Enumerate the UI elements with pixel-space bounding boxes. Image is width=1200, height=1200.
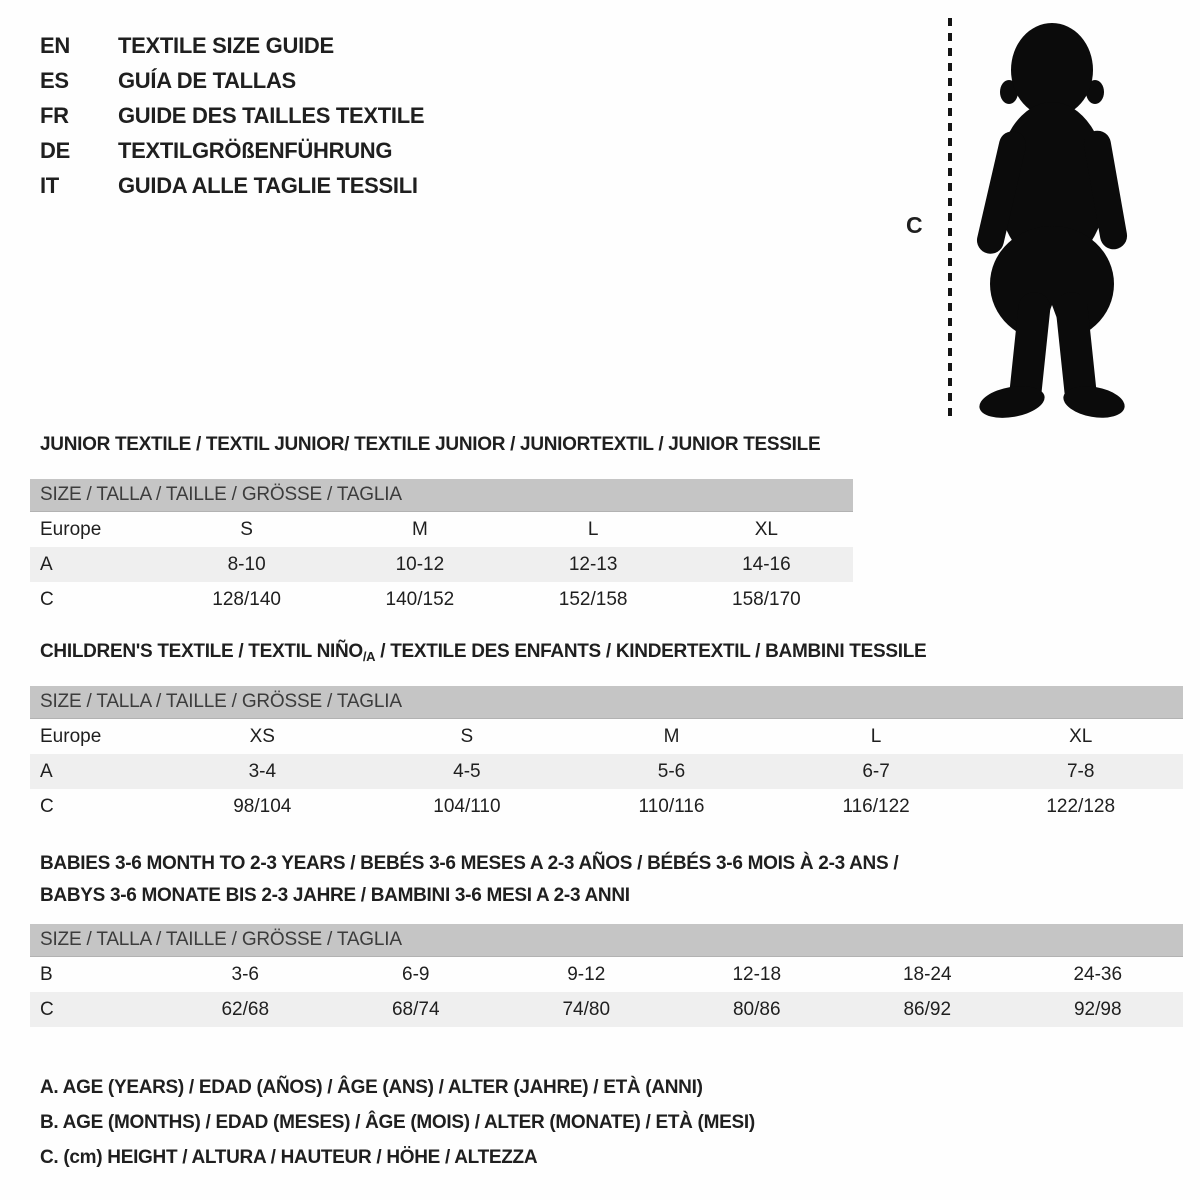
- table-row-a: [30, 754, 1183, 789]
- babies-size-table: [30, 924, 1183, 1027]
- row-label: A: [40, 553, 53, 575]
- cell-value: 4-5: [453, 760, 481, 782]
- language-title-block: [40, 28, 424, 203]
- cell-value: XS: [249, 725, 275, 747]
- language-row-de: [40, 133, 424, 168]
- language-row-en: [40, 28, 424, 63]
- babies-title-line1: BABIES 3-6 MONTH TO 2-3 YEARS / BEBÉS 3-6 MESES A 2-3 AÑOS / BÉBÉS 3-6 MOIS À 2-3 ANS /: [40, 853, 899, 874]
- table-row-europe: [30, 719, 1183, 754]
- cell-value: 9-12: [567, 963, 606, 985]
- cell-value: 98/104: [233, 795, 292, 817]
- language-row-it: [40, 168, 424, 203]
- cell-value: 62/68: [221, 998, 270, 1020]
- table-row-c: [30, 789, 1183, 824]
- cell-value: 3-6: [231, 963, 259, 985]
- row-label: C: [40, 998, 54, 1020]
- cell-value: 3-4: [248, 760, 277, 782]
- guide-title-it: GUIDA ALLE TAGLIE TESSILI: [118, 172, 418, 198]
- language-code: DE: [40, 137, 70, 163]
- junior-size-table: [30, 479, 853, 617]
- babies-title-line2: BABYS 3-6 MONATE BIS 2-3 JAHRE / BAMBINI 3-6 MESI A 2-3 ANNI: [40, 885, 630, 906]
- table-row-a: [30, 547, 853, 582]
- cell-value: M: [663, 725, 680, 747]
- size-header-band: SIZE / TALLA / TAILLE / GRÖSSE / TAGLIA: [30, 479, 853, 512]
- legend-height-cm: C. (cm) HEIGHT / ALTURA / HAUTEUR / HÖHE / ALTEZZA: [40, 1146, 538, 1168]
- size-header-band: SIZE / TALLA / TAILLE / GRÖSSE / TAGLIA: [30, 924, 1183, 957]
- height-measure-label: C: [906, 212, 923, 238]
- cell-value: S: [240, 518, 253, 540]
- cell-value: 158/170: [732, 588, 801, 610]
- table-row-c: [30, 582, 853, 617]
- cell-value: 14-16: [742, 553, 791, 575]
- toddler-silhouette-icon: [962, 12, 1142, 420]
- language-code: ES: [40, 67, 69, 93]
- cell-value: 68/74: [391, 998, 440, 1020]
- cell-value: 92/98: [1073, 998, 1122, 1020]
- children-size-table: [30, 686, 1183, 824]
- measurement-legend: [40, 1070, 755, 1175]
- cell-value: 10-12: [395, 553, 445, 575]
- row-label: Europe: [40, 725, 102, 747]
- cell-value: M: [411, 518, 428, 540]
- legend-age-years: A. AGE (YEARS) / EDAD (AÑOS) / ÂGE (ANS) / ALTER (JAHRE) / ETÀ (ANNI): [40, 1076, 703, 1098]
- cell-value: L: [587, 518, 599, 540]
- cell-value: 152/158: [558, 588, 628, 610]
- cell-value: 74/80: [562, 998, 611, 1020]
- cell-value: 7-8: [1066, 760, 1095, 782]
- cell-value: 6-9: [402, 963, 430, 985]
- cell-value: S: [460, 725, 474, 747]
- cell-value: 18-24: [902, 963, 952, 985]
- guide-title-fr: GUIDE DES TAILLES TEXTILE: [118, 102, 425, 128]
- cell-value: L: [870, 725, 882, 747]
- language-row-es: [40, 63, 424, 98]
- babies-section-title: [40, 848, 898, 912]
- cell-value: 140/152: [385, 588, 455, 610]
- guide-title-es: GUÍA DE TALLAS: [118, 67, 296, 93]
- children-section-title: CHILDREN'S TEXTILE / TEXTIL $NIÑO_{/A}$ / TEXTILE DES ENFANTS / KINDERTEXTIL / BAMBINI TESSILE: [40, 641, 927, 664]
- row-label: C: [40, 588, 54, 610]
- row-label: A: [40, 760, 53, 782]
- row-label: B: [40, 963, 53, 985]
- language-code: IT: [40, 172, 59, 198]
- cell-value: 6-7: [862, 760, 890, 782]
- cell-value: 12-18: [732, 963, 782, 985]
- nino-a-subscript: /A: [362, 649, 376, 664]
- legend-age-months: B. AGE (MONTHS) / EDAD (MESES) / ÂGE (MOIS) / ALTER (MONATE) / ETÀ (MESI): [40, 1111, 755, 1133]
- cell-value: 80/86: [732, 998, 781, 1020]
- height-dashed-line: [948, 18, 952, 418]
- row-label: C: [40, 795, 54, 817]
- cell-value: XL: [1069, 725, 1093, 747]
- language-code: FR: [40, 102, 69, 128]
- cell-value: 122/128: [1046, 795, 1116, 817]
- cell-value: 12-13: [568, 553, 618, 575]
- size-header-band: SIZE / TALLA / TAILLE / GRÖSSE / TAGLIA: [30, 686, 1183, 719]
- table-row-b: [30, 957, 1183, 992]
- language-code: EN: [40, 32, 70, 58]
- row-label: Europe: [40, 518, 102, 540]
- cell-value: 24-36: [1073, 963, 1123, 985]
- cell-value: 110/116: [638, 795, 705, 817]
- table-row-europe: [30, 512, 853, 547]
- table-row-c: [30, 992, 1183, 1027]
- junior-section-title: JUNIOR TEXTILE / TEXTIL JUNIOR/ TEXTILE JUNIOR / JUNIORTEXTIL / JUNIOR TESSILE: [40, 434, 821, 455]
- cell-value: 8-10: [227, 553, 266, 575]
- cell-value: 86/92: [903, 998, 952, 1020]
- guide-title-en: TEXTILE SIZE GUIDE: [118, 32, 334, 58]
- cell-value: 128/140: [212, 588, 281, 610]
- cell-value: 104/110: [433, 795, 501, 817]
- language-row-fr: [40, 98, 424, 133]
- guide-title-de: TEXTILGRÖßENFÜHRUNG: [118, 137, 393, 163]
- cell-value: 116/122: [842, 795, 910, 817]
- cell-value: XL: [754, 518, 778, 540]
- cell-value: 5-6: [657, 760, 686, 782]
